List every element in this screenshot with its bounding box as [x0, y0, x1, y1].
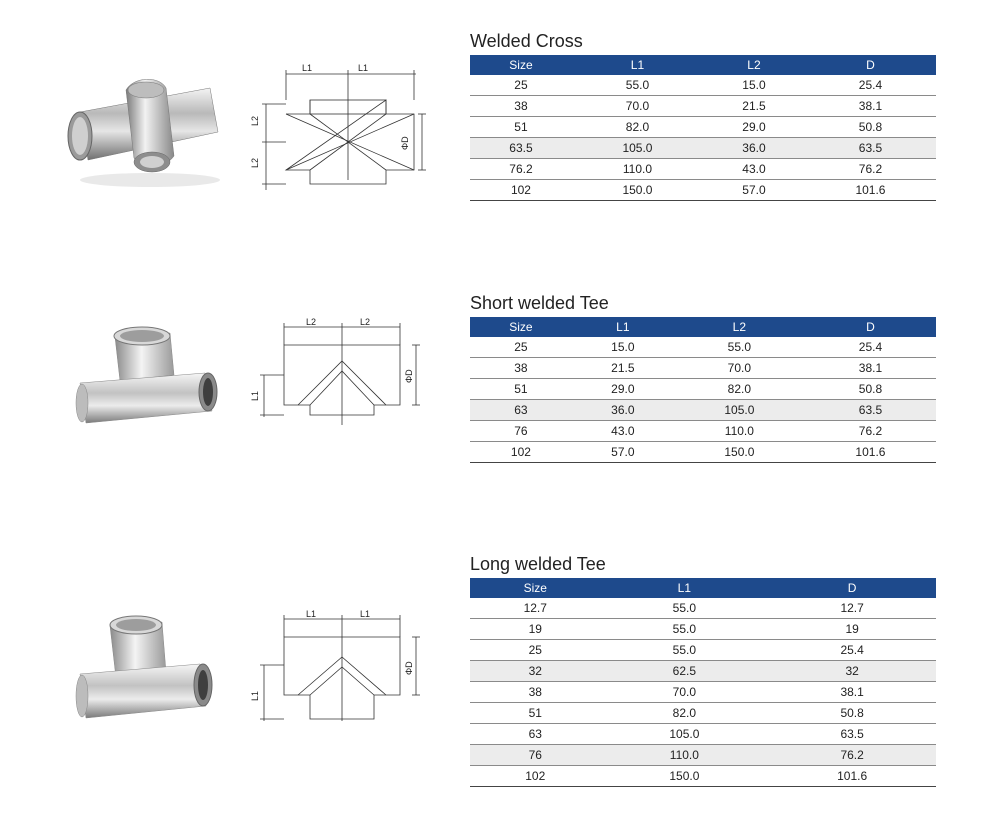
table-row — [470, 640, 936, 661]
header-l2: L2 — [674, 317, 805, 337]
long-tee-drawing — [250, 605, 430, 730]
header-d: D — [805, 55, 936, 75]
cell-size: 38 — [470, 682, 600, 703]
dim-label-l1: L1 — [250, 390, 260, 401]
dim-label-diameter: ΦD — [404, 661, 414, 675]
cell-d: 50.8 — [805, 379, 936, 400]
header-l1: L1 — [572, 55, 703, 75]
table-row — [470, 442, 936, 463]
table-row — [470, 682, 936, 703]
dim-label-diameter: ΦD — [404, 369, 414, 383]
table-row — [470, 96, 936, 117]
table-row — [470, 180, 936, 201]
cell-size: 102 — [470, 180, 572, 201]
cell-size: 76 — [470, 421, 572, 442]
cell-d: 19 — [768, 619, 936, 640]
table-row — [470, 400, 936, 421]
cell-d: 25.4 — [805, 75, 936, 96]
cell-l2: 105.0 — [674, 400, 805, 421]
cell-l1: 150.0 — [572, 180, 703, 201]
cell-l1: 21.5 — [572, 358, 674, 379]
table-row — [470, 159, 936, 180]
cell-d: 38.1 — [805, 96, 936, 117]
table-row — [470, 703, 936, 724]
cell-l1: 29.0 — [572, 379, 674, 400]
header-l1: L1 — [600, 578, 768, 598]
cell-size: 51 — [470, 117, 572, 138]
dim-label-l2-right: L2 — [360, 317, 371, 327]
long-tee-spec-table — [470, 578, 936, 787]
cell-size: 32 — [470, 661, 600, 682]
cell-l2: 110.0 — [674, 421, 805, 442]
dim-label-l2-bottom: L2 — [250, 157, 260, 168]
cell-size: 102 — [470, 442, 572, 463]
cell-l2: 29.0 — [703, 117, 805, 138]
section-title: Long welded Tee — [470, 554, 606, 574]
cell-d: 25.4 — [768, 640, 936, 661]
cell-size: 63.5 — [470, 138, 572, 159]
table-header-row — [470, 317, 936, 337]
cell-d: 25.4 — [805, 337, 936, 358]
table-row — [470, 358, 936, 379]
cell-l1: 15.0 — [572, 337, 674, 358]
cell-l2: 57.0 — [703, 180, 805, 201]
short-tee-fitting-photo — [70, 325, 230, 425]
cell-d: 12.7 — [768, 598, 936, 619]
cell-size: 25 — [470, 337, 572, 358]
dim-label-l1-left: L1 — [302, 63, 313, 73]
cell-d: 63.5 — [805, 400, 936, 421]
header-l1: L1 — [572, 317, 674, 337]
table-row — [470, 724, 936, 745]
cell-l1: 36.0 — [572, 400, 674, 421]
header-l2: L2 — [703, 55, 805, 75]
cell-l2: 36.0 — [703, 138, 805, 159]
cell-l1: 62.5 — [600, 661, 768, 682]
cell-l2: 43.0 — [703, 159, 805, 180]
table-row — [470, 75, 936, 96]
section-title: Short welded Tee — [470, 293, 609, 313]
cell-d: 32 — [768, 661, 936, 682]
table-row — [470, 379, 936, 400]
cell-l1: 110.0 — [600, 745, 768, 766]
cell-d: 76.2 — [805, 159, 936, 180]
cell-l2: 15.0 — [703, 75, 805, 96]
cell-size: 76.2 — [470, 159, 572, 180]
cell-d: 63.5 — [768, 724, 936, 745]
cell-l1: 82.0 — [600, 703, 768, 724]
dim-label-l1-right: L1 — [358, 63, 369, 73]
cell-l1: 55.0 — [600, 619, 768, 640]
table-header-row — [470, 55, 936, 75]
cell-l2: 150.0 — [674, 442, 805, 463]
cell-d: 38.1 — [768, 682, 936, 703]
cell-l1: 110.0 — [572, 159, 703, 180]
cell-size: 25 — [470, 75, 572, 96]
table-row — [470, 619, 936, 640]
header-size: Size — [470, 578, 600, 598]
cell-d: 101.6 — [805, 442, 936, 463]
cell-size: 25 — [470, 640, 600, 661]
cell-l1: 150.0 — [600, 766, 768, 787]
cell-size: 51 — [470, 703, 600, 724]
cell-size: 38 — [470, 96, 572, 117]
cell-l2: 21.5 — [703, 96, 805, 117]
table-row — [470, 745, 936, 766]
cell-l1: 55.0 — [600, 598, 768, 619]
table-row — [470, 117, 936, 138]
cell-size: 51 — [470, 379, 572, 400]
short-tee-spec-table — [470, 317, 936, 463]
header-d: D — [805, 317, 936, 337]
table-header-row — [470, 578, 936, 598]
welded-cross-drawing — [250, 60, 430, 200]
cell-l1: 105.0 — [600, 724, 768, 745]
dim-label-l2-top: L2 — [250, 115, 260, 126]
cell-l1: 55.0 — [600, 640, 768, 661]
cell-size: 38 — [470, 358, 572, 379]
cell-d: 63.5 — [805, 138, 936, 159]
cell-l1: 70.0 — [572, 96, 703, 117]
cell-size: 102 — [470, 766, 600, 787]
table-row — [470, 766, 936, 787]
cell-size: 19 — [470, 619, 600, 640]
table-row — [470, 598, 936, 619]
cell-l2: 55.0 — [674, 337, 805, 358]
header-size: Size — [470, 55, 572, 75]
cell-l1: 43.0 — [572, 421, 674, 442]
welded-cross-fitting-photo — [60, 70, 230, 190]
cell-d: 101.6 — [768, 766, 936, 787]
cell-l1: 70.0 — [600, 682, 768, 703]
dim-label-l1-left: L1 — [306, 609, 317, 619]
cell-size: 63 — [470, 400, 572, 421]
cell-d: 76.2 — [805, 421, 936, 442]
header-size: Size — [470, 317, 572, 337]
table-row — [470, 421, 936, 442]
cell-l1: 105.0 — [572, 138, 703, 159]
cell-size: 76 — [470, 745, 600, 766]
dim-label-diameter: ΦD — [400, 136, 410, 150]
cell-d: 50.8 — [768, 703, 936, 724]
cell-l1: 57.0 — [572, 442, 674, 463]
cell-l1: 82.0 — [572, 117, 703, 138]
table-row — [470, 337, 936, 358]
short-tee-drawing — [250, 315, 430, 435]
cell-size: 63 — [470, 724, 600, 745]
section-title: Welded Cross — [470, 31, 583, 51]
cell-d: 101.6 — [805, 180, 936, 201]
cell-d: 76.2 — [768, 745, 936, 766]
table-row — [470, 661, 936, 682]
cell-d: 38.1 — [805, 358, 936, 379]
table-row — [470, 138, 936, 159]
cell-l1: 55.0 — [572, 75, 703, 96]
cell-d: 50.8 — [805, 117, 936, 138]
cell-l2: 82.0 — [674, 379, 805, 400]
welded-cross-spec-table — [470, 55, 936, 201]
cell-l2: 70.0 — [674, 358, 805, 379]
header-d: D — [768, 578, 936, 598]
dim-label-l2-left: L2 — [306, 317, 317, 327]
cell-size: 12.7 — [470, 598, 600, 619]
dim-label-l1-right: L1 — [360, 609, 371, 619]
long-tee-fitting-photo — [72, 612, 222, 722]
dim-label-l1-side: L1 — [250, 690, 260, 701]
